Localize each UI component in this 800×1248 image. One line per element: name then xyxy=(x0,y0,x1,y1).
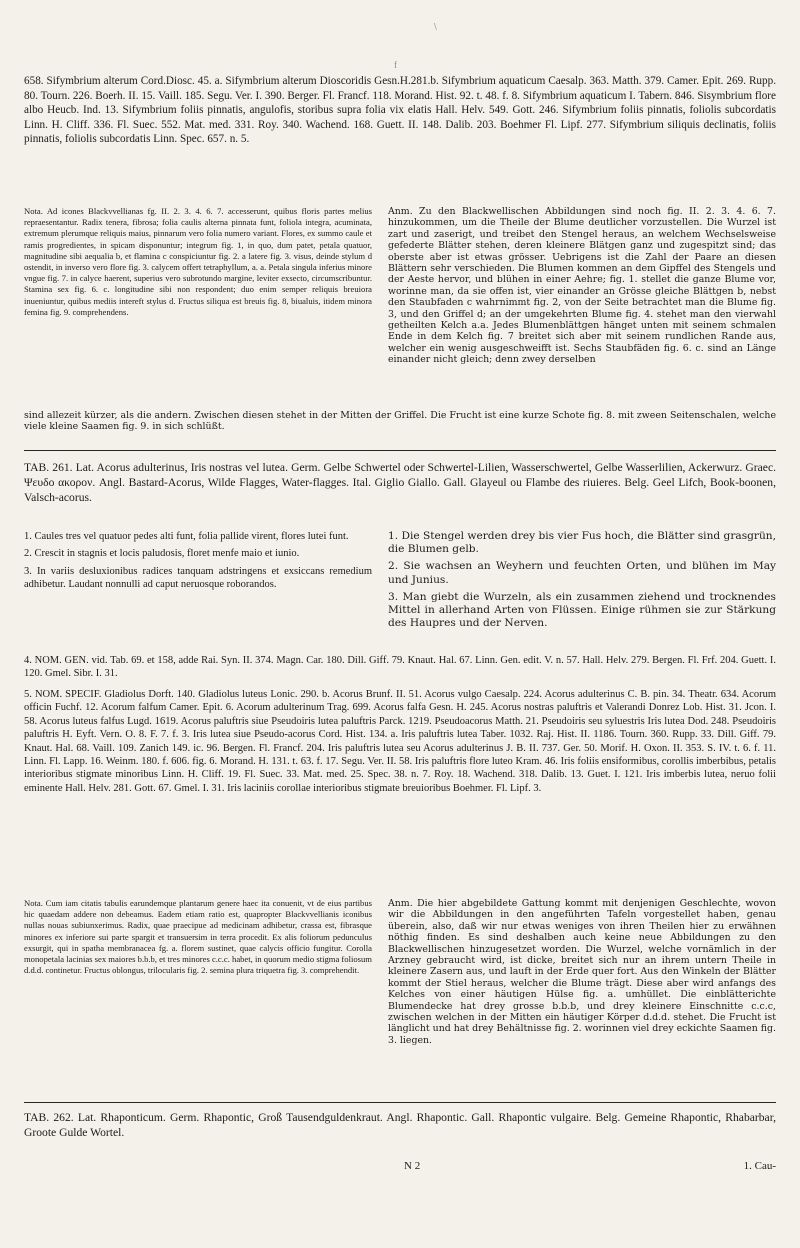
stray-mark: \ xyxy=(434,22,437,33)
nota-latin: Nota. Ad icones Blackvvellianas fg. II. 2. 3. 4. 6. 7. accesserunt, quibus floris partes melius repraesentantur. Radix tenera, fibrosa; folia caulis alterna pinnata funt, foliola integra, acuminata, extremum plerumque reliquis maius, pinnarum vero folia numero variant. Flores, ex summo caule et ramis progredientes, in spicam disponuntur; integrum fig. 1, in quo, dum patet, petala quatuor, magnitudine sibi aequalia b, et flamina c conspiciuntur fig. 2. a latere fig. 3. visus, deinde stylum d ostendit, in inverso vero flore fig. 3. calycem offert tetraphyllum, a. a. Petala singula inferius minore vngue fig. 7. in calyce haerent, superius vero subrotundo margine, leviter exsecto, circumscribuntur. Stamina sex fig. 6. c. longitudine sibi non respondent; duo enim semper reliquis breuiora inueniuntur, quibus mediis intereft stylus d. Fructus siliqua est breuis fig. 8, biualuis, itidem minora femina fig. 9. comprehendens. xyxy=(24,206,372,317)
nota-section-2 xyxy=(24,898,776,1046)
nota-german-2: Anm. Die hier abgebildete Gattung kommt mit denjenigen Geschlechte, wovon wir die Abbildungen in den angeführten Tafeln vorgestellet haben, genau überein, also, daß wir nur etwas weniges von ihren Theilen hier zu erwähnen nöthig finden. Es sind deshalben auch keine neue Abbildungen zu den Blackwellischen hinzugesetzet worden. Die Wurzel, welche vornämlich in der Arzney gebraucht wird, ist dicke, breitet sich nur an ihrem untern Theile in kleinere Zasern aus, und lauft in der Erde quer fort. Aus den Winkeln der Blätter kommt der Stiel heraus, welcher die Blume trägt. Diese aber wird anfangs des Kelches von einer häutigen Hülse fig. a. umhüllet. Die einblätterichte Blumendecke hat drey grosse b.b.b, und drey kleinere Einschnitte c.c.c, zwischen welchen in der Mitten ein häutiger Körper d.d.d. stehet. Die Frucht ist länglicht und hat drey Behältnisse fig. 2. worinnen viel drey eckichte Saamen fig. 3. liegen. xyxy=(388,898,776,1046)
para-4: 4. NOM. GEN. vid. Tab. 69. et 158, adde Rai. Syn. II. 374. Magn. Car. 180. Dill. Giff. 79. Knaut. Hal. 67. Linn. Gen. edit. V. n. 57. Hall. Helv. 279. Bergen. Fl. Frf. 204. Guett. I. 120. Gmel. Sibr. I. 31. xyxy=(24,655,776,680)
section-658 xyxy=(24,74,776,147)
stray-mark-f: f xyxy=(394,60,397,70)
nota-tail: sind allezeit kürzer, als die andern. Zwischen diesen stehet in der Mitten der Griffel. Die Frucht ist eine kurze Schote fig. 8. mit zween Seitenschalen, welche viele kleine Saamen fig. 9. in sich schlüßt. xyxy=(24,410,776,433)
tab262-heading-block xyxy=(24,1110,776,1140)
catchword: 1. Cau- xyxy=(743,1160,776,1172)
divider-2 xyxy=(24,1102,776,1103)
latin-item-2: 2. Crescit in stagnis et locis paludosis, floret menfe maio et iunio. xyxy=(24,548,300,560)
german-item-1: 1. Die Stengel werden drey bis vier Fus hoch, die Blätter sind grasgrün, die Blumen gelb. xyxy=(388,530,776,556)
tab262-heading: TAB. 262. Lat. Rhaponticum. Germ. Rhapontic, Groß Tausendguldenkraut. Angl. Rhapontic. Gall. Rhapontic vulgaire. Belg. Gemeine Rhapontic, Rhabarbar, Groote Gulde Wortel. xyxy=(24,1111,776,1139)
paragraph-658: 658. Sifymbrium alterum Cord.Diosc. 45. a. Sifymbrium alterum Dioscoridis Gesn.H.281.b. Sifymbrium aquaticum Caesalp. 363. Matth. 379. Camer. Epit. 269. Rupp. 80. Tourn. 226. Boerh. II. 15. Vaill. 185. Segu. Ver. I. 390. Berger. Fl. Francf. 118. Morand. Hist. 92. t. 48. f. 8. Sifymbrium aquaticum I. Tabern. 846. Sisymbrium flore albo Heucb. Ind. 13. Sifymbrium foliis pinnatis, angulofis, storibus supra folia vix elatis Hall. Helv. 549. Gott. 246. Sifymbrium foliis pinnatis, foliolis subcordatis Linn. H. Cliff. 336. Fl. Suec. 552. Mat. med. 331. Roy. 340. Wachend. 168. Guett. II. 148. Dalib. 203. Boehmer Fl. Lipf. 277. Sifymbrium siliquis declinatis, foliis pinnatis, foliolis subcordatis Linn. Spec. 657. n. 5. xyxy=(24,75,776,146)
nota-section xyxy=(24,206,776,366)
german-item-3: 3. Man giebt die Wurzeln, als ein zusammen ziehend und trocknendes Mittel in allerhand Arten von Flüssen. Einige rühmen sie zur Stärkung des Haupres und der Nerven. xyxy=(388,590,776,630)
para-5-block xyxy=(24,688,776,795)
nota-tail-block xyxy=(24,410,776,433)
para-4-block xyxy=(24,654,776,681)
german-item-2: 2. Sie wachsen an Weyhern und feuchten Orten, und blühen im May und Junius. xyxy=(388,560,776,586)
divider xyxy=(24,450,776,451)
latin-item-1: 1. Caules tres vel quatuor pedes alti funt, folia pallide virent, flores lutei funt. xyxy=(24,531,349,542)
tab261-items xyxy=(24,530,776,630)
tab261-heading: TAB. 261. Lat. Acorus adulterinus, Iris nostras vel lutea. Germ. Gelbe Schwertel oder Schwertel-Lilien, Wasserschwertel, Gelbe Wasserlilien, Ackerwurz. Graec. Ψευδο ακορον. Angl. Bastard-Acorus, Wilde Flagges, Water-flagges. Ital. Giglio Giallo. Gall. Glayeul ou Flambe des riuieres. Belg. Geel Lifch, Book-boonen, Valsch-acorus. xyxy=(24,461,776,504)
nota-latin-2: Nota. Cum iam citatis tabulis earundemque plantarum genere haec ita conuenit, vt de eius partibus hic quaedam addere non debeamus. Eadem etiam ratio est, quapropter Blackvvellianis iconibus nullas nouas subiunxerimus. Radix, quae praecipue ad medicinam adhibetur, crassa est, fibrasque minores ex inferiore sui parte spargit et transuersim in terra procedit. Ex alis foliorum pedunculus exsurgit, qui in spatha membranacea fg. a. florem sustinet, quae calycis officio fungitur. Corolla monopetala lacinias sex maiores b.b.b, et tres minores c.c.c. habet, in quorum medio stigma foliosum d.d.d. continetur. Fructus oblongus, trilocularis fig. 2. semina plura triquetra fig. 3. comprehendit. xyxy=(24,898,372,976)
tab261-heading-block xyxy=(24,460,776,505)
signature-mark: N 2 xyxy=(404,1160,421,1172)
latin-item-3: 3. In variis desluxionibus radices tanquam adstringens et exsiccans remedium adhibetur. Laudant nonnulli ad caput neruosque roborandos. xyxy=(24,565,372,591)
para-5: 5. NOM. SPECIF. Gladiolus Dorft. 140. Gladiolus luteus Lonic. 290. b. Acorus Brunf. II. 51. Acorus vulgo Caesalp. 224. Acorus adulterinus C. B. pin. 34. Theatr. 634. Acorum officin Fuchf. 12. Acorum falfum Camer. Epit. 6. Acorum adulterinum Trag. 699. Acorus falfa Gesn. H. 245. Acorus nostras paluftris et Valerandi Donrez Lob. Hist. 31. Jcon. I. 58. Acorus luteus falfus Lugd. 1619. Acorus paluftris siue Pseudoiris lutea paluftris Parck. 1219. Pseudoacorus Matth. 21. Pseudoiris seu syluestris Iris lutea Dod. 248. Pseudoiris paluftris H. Eyft. Vern. O. 8. F. 7. f. 3. Iris lutea siue Pseudo-acorus Cord. Hist. 134. a. Iris paluftris lutea Taber. 1032. Raj. Hist. II. 1186. Tourn. 360. Rupp. 33. Dill. Giff. 79. Knaut. Hal. 68. Vaill. 109. Zanich 149. ic. 96. Bergen. Fl. Francf. 204. Iris paluftris lutea seu Acorus adulterinus J. B. II. 737. Ger. 50. Morif. H. Oxon. II. 353. S. IV. t. 6. f. 11. Linn. Fl. Lapp. 16. Weinm. 180. f. 606. fig. 6. Morand. H. 131. t. 63. f. 17. Segu. Ver. II. 58. Iris paluftris flore luteo Kram. 46. Iris foliis ensiformibus, corollis imberbibus, petalis interioribus stigmate minoribus Linn. H. Cliff. 19. Fl. Suec. 33. Mat. med. 25. Spec. 38. n. 7. Roy. 18. Wachend. 318. Dalib. 13. Guet. I. 121. Iris imberbis lutea, neruo folii eminente Hall. Helv. 281. Gott. 67. Gmel. I. 31. Iris laciniis corollae interioribus stigmate breuioribus Boehmer. Fl. Lipf. 3. xyxy=(24,689,776,794)
nota-german: Anm. Zu den Blackwellischen Abbildungen sind noch fig. II. 2. 3. 4. 6. 7. hinzukommen, um die Theile der Blume deutlicher vorzustellen. Die Wurzel ist zart und zaserigt, und treibet den Stengel heraus, an welchem Wechselsweise gefederte Blätter stehen, deren kleinere Blätgen ganz und zugespitzt sind; das oberste aber ist etwas grösser. Uebrigens ist die Zahl der Paare an diesen Blättern sehr verschieden. Die Blumen kommen an dem Gipffel des Stengels und der Aeste hervor, und blühen in einer Aehre; fig. 1. stellet die ganze Blume vor, worinne man, da sie offen ist, vier einander an Grösse gleiche Blättgen b, nebst den Staubfaden c wahrnimmt fig. 2, von der Seite betrachtet man die Blume fig. 3, und den Griffel d; an der umgekehrten Blume fig. 4. stehet man den vierwahl getheilten Kelch a.a. Jedes Blumenblättgen hänget unten mit seinem schmalen Ende in dem Kelch fig. 7 breitet sich aber mit seinem rundlichen Rande aus, welcher ein wenig ausgeschweifft ist. Sechs Staubfäden fig. 6. c. sind an Länge einander nicht gleich; denn zwey derselben xyxy=(388,206,776,366)
